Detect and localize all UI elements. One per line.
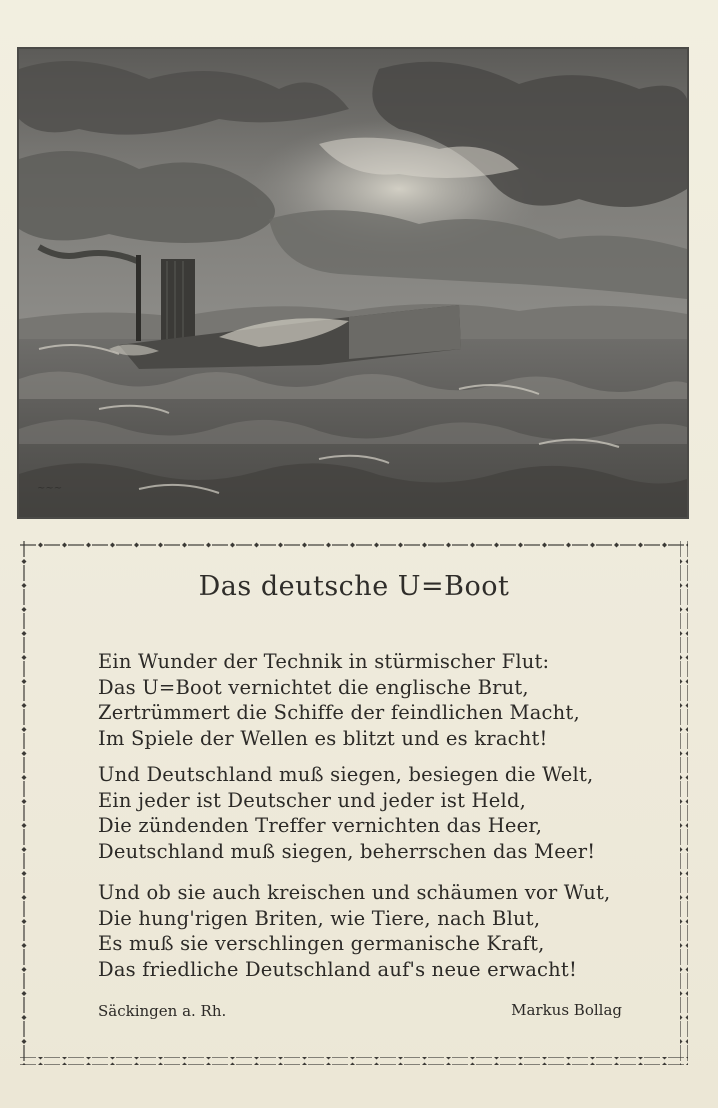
storm-sea-drawing bbox=[19, 49, 687, 517]
poem-line: Es muß sie verschlingen germanische Kraft, bbox=[98, 932, 545, 955]
submarine-illustration bbox=[17, 47, 689, 519]
poem-title: Das deutsche U=Boot bbox=[198, 571, 510, 602]
poem-line: Und Deutschland muß siegen, besiegen die Welt, bbox=[98, 763, 594, 786]
poem-frame bbox=[20, 541, 688, 1065]
poem-line: Im Spiele der Wellen es blitzt und es kracht! bbox=[98, 726, 548, 750]
stanza-3 bbox=[98, 880, 658, 982]
stanza-2 bbox=[98, 762, 658, 864]
poem-line: Die zündenden Treffer vernichten das Heer, bbox=[98, 814, 543, 837]
poem-line: Ein jeder ist Deutscher und jeder ist Held, bbox=[98, 788, 527, 812]
poem-line: Zertrümmert die Schiffe der feindlichen Macht, bbox=[98, 701, 580, 724]
stanza-1 bbox=[98, 649, 658, 751]
place-of-origin: Säckingen a. Rh. bbox=[98, 1002, 227, 1020]
poem-line: Das friedliche Deutschland auf's neue erwacht! bbox=[98, 957, 578, 981]
conning-tower bbox=[161, 259, 195, 341]
poem-line: Und ob sie auch kreischen und schäumen vor Wut, bbox=[98, 881, 611, 904]
poem-line: Das U=Boot vernichtet die englische Brut, bbox=[98, 675, 529, 699]
poem-line: Deutschland muß siegen, beherrschen das Meer! bbox=[98, 839, 596, 863]
poem-line: Ein Wunder der Technik in stürmischer Flut: bbox=[98, 650, 550, 673]
funnel bbox=[136, 255, 141, 341]
poem-line: Die hung'rigen Briten, wie Tiere, nach Blut, bbox=[98, 906, 541, 930]
author-name: Markus Bollag bbox=[511, 1001, 622, 1019]
wave-row-3 bbox=[19, 463, 687, 517]
artist-signature: ~~~ bbox=[37, 483, 63, 494]
